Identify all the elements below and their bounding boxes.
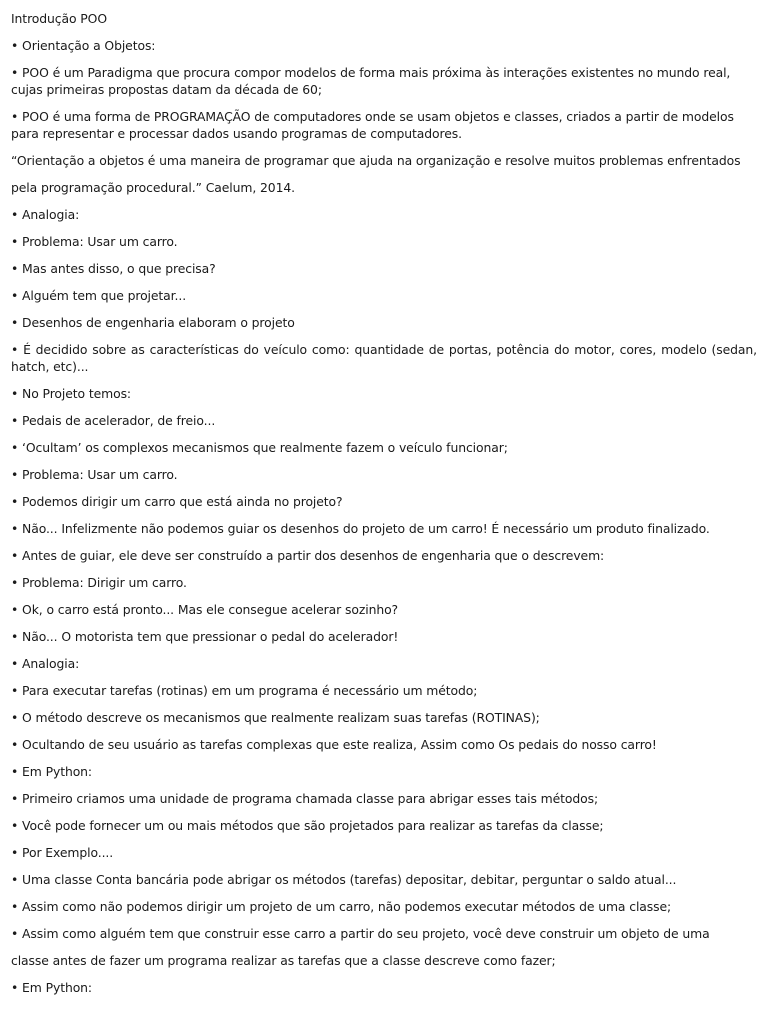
paragraph: • Desenhos de engenharia elaboram o projeto	[11, 315, 295, 330]
paragraph: • Em Python:	[11, 980, 93, 995]
document-body	[11, 10, 757, 1006]
paragraph: “Orientação a objetos é uma maneira de programar que ajuda na organização e resolve muitos problemas enfrentados	[11, 153, 741, 168]
paragraph: • Analogia:	[11, 656, 80, 671]
document-title: Introdução POO	[11, 11, 107, 26]
paragraph: • Problema: Dirigir um carro.	[11, 575, 187, 590]
paragraph: • Assim como não podemos dirigir um projeto de um carro, não podemos executar métodos de uma classe;	[11, 899, 672, 914]
paragraph: • Problema: Usar um carro.	[11, 467, 178, 482]
paragraph: • Por Exemplo....	[11, 845, 114, 860]
paragraph: classe antes de fazer um programa realizar as tarefas que a classe descreve como fazer;	[11, 953, 556, 968]
paragraph: • No Projeto temos:	[11, 386, 131, 401]
paragraph: • Pedais de acelerador, de freio...	[11, 413, 216, 428]
paragraph: • ‘Ocultam’ os complexos mecanismos que realmente fazem o veículo funcionar;	[11, 440, 508, 455]
paragraph: • Não... Infelizmente não podemos guiar os desenhos do projeto de um carro! É necessário um produto finalizado.	[11, 521, 710, 536]
paragraph: • Uma classe Conta bancária pode abrigar os métodos (tarefas) depositar, debitar, perguntar o saldo atual...	[11, 872, 677, 887]
paragraph: • O método descreve os mecanismos que realmente realizam suas tarefas (ROTINAS);	[11, 710, 540, 725]
paragraph: • Alguém tem que projetar...	[11, 288, 187, 303]
paragraph: • Para executar tarefas (rotinas) em um programa é necessário um método;	[11, 683, 478, 698]
paragraph: • É decidido sobre as características do veículo como: quantidade de portas, potência do motor, cores, modelo (sedan, hatch, etc)...	[11, 342, 757, 374]
paragraph: • Assim como alguém tem que construir esse carro a partir do seu projeto, você deve construir um objeto de uma	[11, 926, 710, 941]
paragraph: • Mas antes disso, o que precisa?	[11, 261, 216, 276]
paragraph: • Primeiro criamos uma unidade de programa chamada classe para abrigar esses tais métodos;	[11, 791, 599, 806]
paragraph: • Ocultando de seu usuário as tarefas complexas que este realiza, Assim como Os pedais do nosso carro!	[11, 737, 657, 752]
paragraph: • Orientação a Objetos:	[11, 38, 156, 53]
paragraph: • Podemos dirigir um carro que está ainda no projeto?	[11, 494, 343, 509]
paragraph: • POO é uma forma de PROGRAMAÇÃO de computadores onde se usam objetos e classes, criados a partir de modelos para representar e processar dados usando programas de computadores.	[11, 109, 734, 141]
paragraph: • Não... O motorista tem que pressionar o pedal do acelerador!	[11, 629, 399, 644]
paragraph: • Antes de guiar, ele deve ser construído a partir dos desenhos de engenharia que o descrevem:	[11, 548, 605, 563]
paragraph: • Em Python:	[11, 764, 93, 779]
paragraph: • Ok, o carro está pronto... Mas ele consegue acelerar sozinho?	[11, 602, 399, 617]
paragraph: • Analogia:	[11, 207, 80, 222]
paragraph: • Você pode fornecer um ou mais métodos que são projetados para realizar as tarefas da classe;	[11, 818, 604, 833]
paragraph: • POO é um Paradigma que procura compor modelos de forma mais próxima às interações existentes no mundo real, cujas primeiras propostas datam da década de 60;	[11, 65, 731, 97]
paragraph: • Problema: Usar um carro.	[11, 234, 178, 249]
paragraph: pela programação procedural.” Caelum, 2014.	[11, 180, 295, 195]
